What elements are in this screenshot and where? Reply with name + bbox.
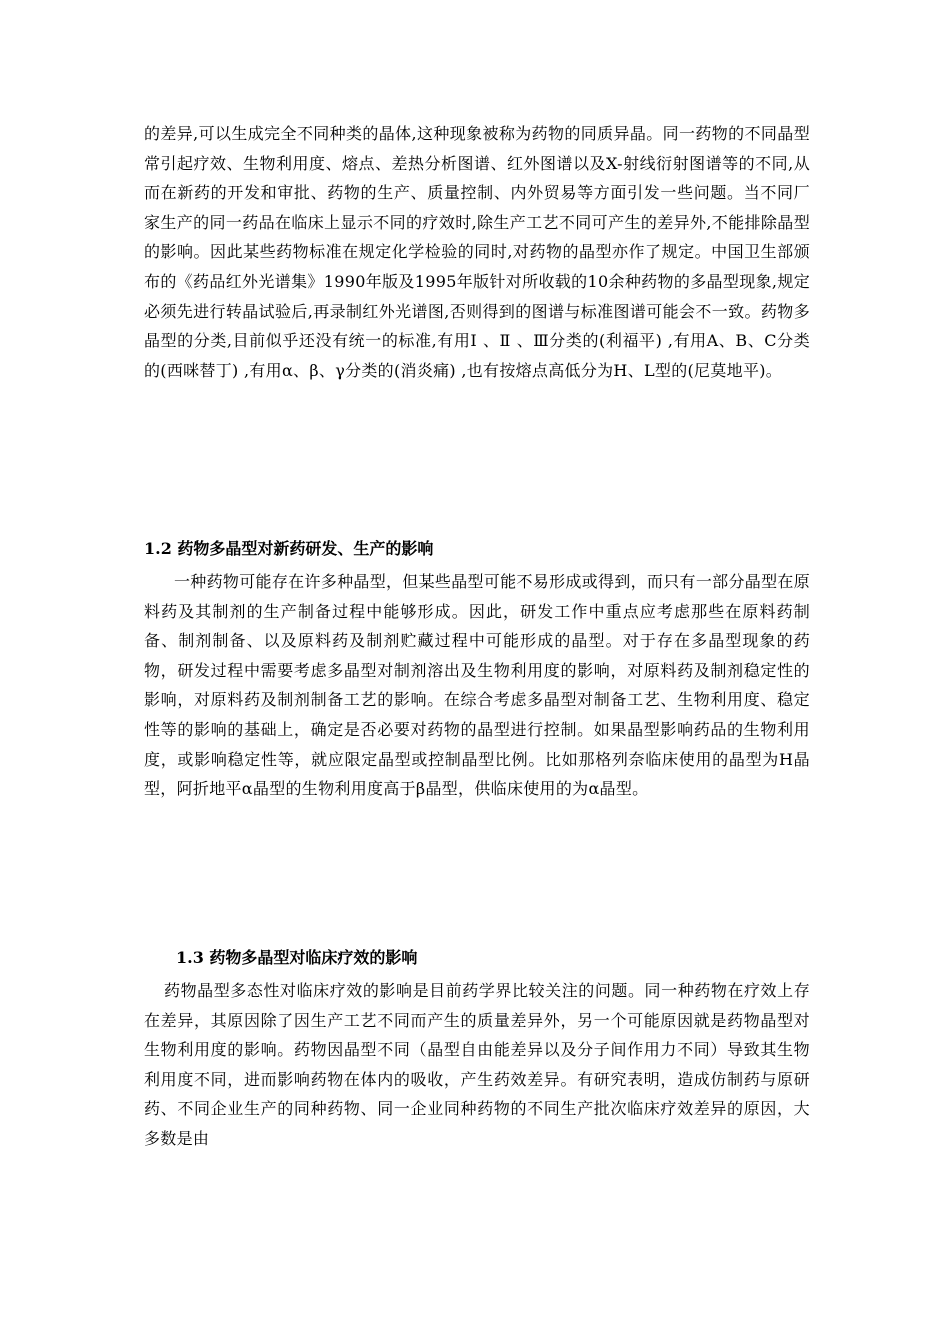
section-heading-1-2: 1.2 药物多晶型对新药研发、生产的影响: [144, 539, 434, 558]
body-paragraph: 药物晶型多态性对临床疗效的影响是目前药学界比较关注的问题。同一种药物在疗效上存在差异，其原因除了因生产工艺不同而产生的质量差异外，另一个可能原因就是药物晶型对生物利用度的影响。药物因晶型不同（晶型自由能差异以及分子间作用力不同）导致其生物利用度不同，进而影响药物在体内的吸收，产生药效差异。有研究表明，造成仿制药与原研药、不同企业生产的同种药物、同一企业同种药物的不同生产批次临床疗效差异的原因，大多数是由: [144, 981, 810, 1148]
body-paragraph: 的差异,可以生成完全不同种类的晶体,这种现象被称为药物的同质异晶。同一药物的不同晶型常引起疗效、生物利用度、熔点、差热分析图谱、红外图谱以及X-射线衍射图谱等的不同,从而在新药的开发和审批、药物的生产、质量控制、内外贸易等方面引发一些问题。当不同厂家生产的同一药品在临床上显示不同的疗效时,除生产工艺不同可产生的差异外,不能排除晶型的影响。因此某些药物标准在规定化学检验的同时,对药物的晶型亦作了规定。中国卫生部颁布的《药品红外光谱集》1990年版及1995年版针对所收载的10余种药物的多晶型现象,规定必须先进行转晶试验后,再录制红外光谱图,否则得到的图谱与标准图谱可能会不一致。药物多晶型的分类,目前似乎还没有统一的标准,有用Ⅰ 、Ⅱ 、Ⅲ分类的(利福平) ,有用A、B、C分类的(西咪替丁) ,有用α、β、γ分类的(消炎痛) ,也有按熔点高低分为H、L型的(尼莫地平)。: [144, 124, 810, 380]
body-paragraph: 一种药物可能存在许多种晶型，但某些晶型可能不易形成或得到，而只有一部分晶型在原料药及其制剂的生产制备过程中能够形成。因此，研发工作中重点应考虑那些在原料药制备、制剂制备、以及原料药及制剂贮藏过程中可能形成的晶型。对于存在多晶型现象的药物，研发过程中需要考虑多晶型对制剂溶出及生物利用度的影响，对原料药及制剂稳定性的影响，对原料药及制剂制备工艺的影响。在综合考虑多晶型对制备工艺、生物利用度、稳定性等的影响的基础上，确定是否必要对药物的晶型进行控制。如果晶型影响药品的生物利用度，或影响稳定性等，就应限定晶型或控制晶型比例。比如那格列奈临床使用的晶型为H晶型，阿折地平α晶型的生物利用度高于β晶型，供临床使用的为α晶型。: [144, 572, 810, 799]
section-heading-1-3: 1.3 药物多晶型对临床疗效的影响: [176, 948, 418, 967]
